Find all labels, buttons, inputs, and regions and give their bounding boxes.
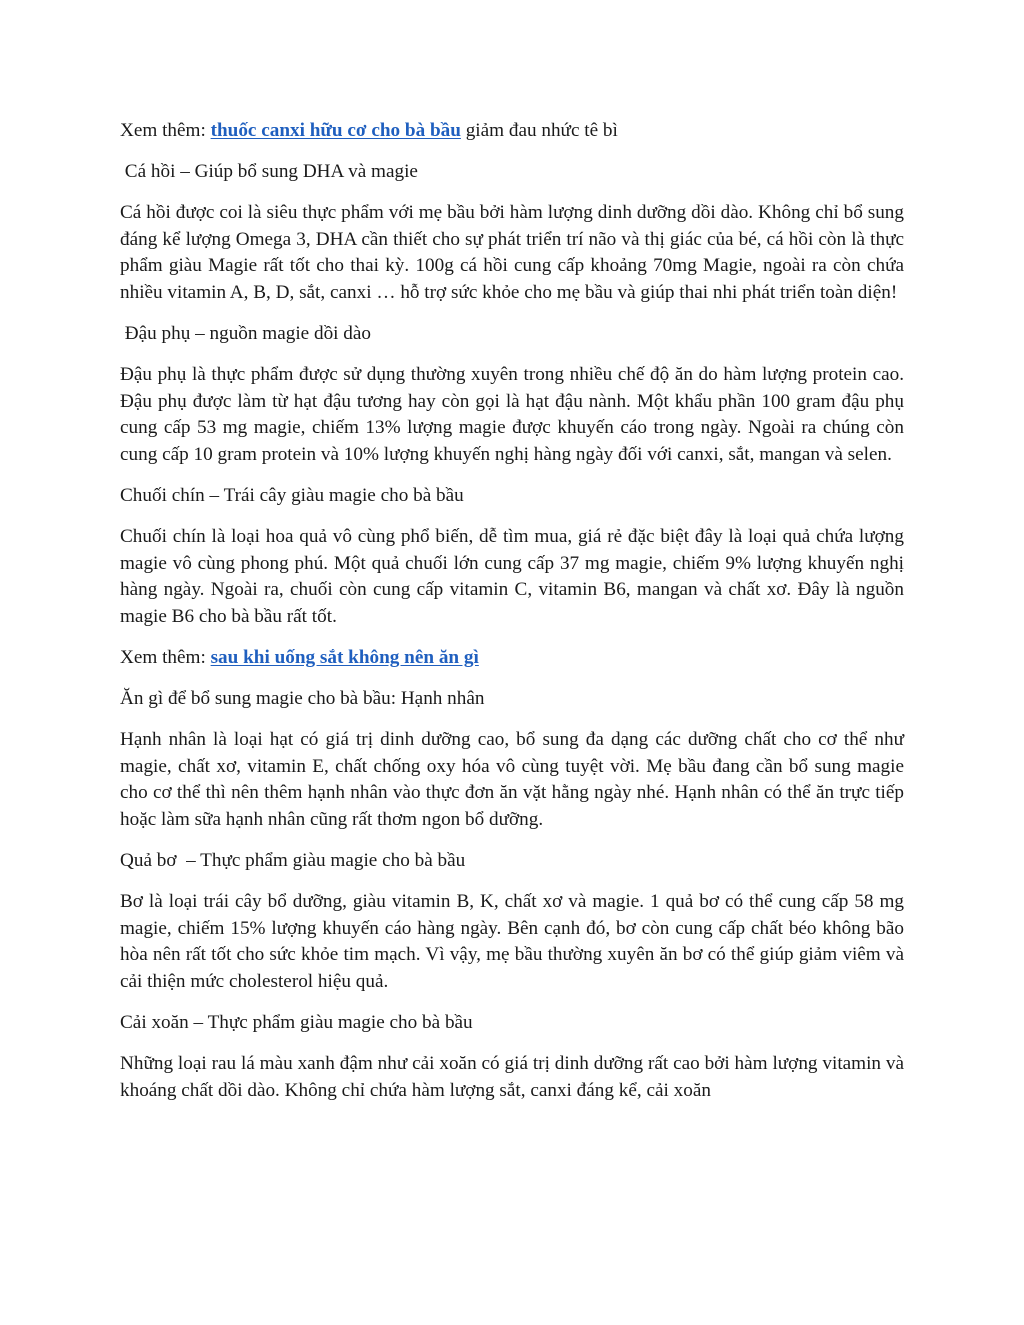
paragraph-banana: Chuối chín là loại hoa quả vô cùng phổ biến, dễ tìm mua, giá rẻ đặc biệt đây là loại quả chứa lượng magie vô cùng phong phú. Một quả chuối lớn cung cấp 37 mg magie, chiếm 9% lượng khuyến nghị hàng ngày. Ngoài ra, chuối còn cung cấp vitamin C, vitamin B6, mangan và chất xơ. Đây là nguồn magie B6 cho bà bầu rất tốt. [120,526,904,627]
heading-almond: Ăn gì để bổ sung magie cho bà bầu: Hạnh nhân [120,688,485,710]
paragraph-tofu: Đậu phụ là thực phẩm được sử dụng thường xuyên trong nhiều chế độ ăn do hàm lượng protein cao. Đậu phụ được làm từ hạt đậu tương hay còn gọi là hạt đậu nành. Một khẩu phần 100 gram đậu phụ cung cấp 53 mg magie, chiếm 13% lượng magie được khuyến cáo trong ngày. Ngoài ra chúng còn cung cấp 10 gram protein và 10% lượng khuyến nghị hàng ngày đối với canxi, sắt, mangan và selen. [120,364,904,465]
document-page [120,118,904,1119]
paragraph-almond: Hạnh nhân là loại hạt có giá trị dinh dưỡng cao, bổ sung đa dạng các dưỡng chất cho cơ thể như magie, chất xơ, vitamin E, chất chống oxy hóa vô cùng tuyệt vời. Mẹ bầu đang cần bổ sung magie cho cơ thể thì nên thêm hạnh nhân vào thực đơn ăn vặt hằng ngày nhé. Hạnh nhân có thể ăn trực tiếp hoặc làm sữa hạnh nhân cũng rất thơm ngon bổ dưỡng. [120,729,904,830]
link-calcium-for-pregnant[interactable]: thuốc canxi hữu cơ cho bà bầu [210,120,461,141]
see-also-line-2 [120,645,904,672]
paragraph-avocado: Bơ là loại trái cây bổ dưỡng, giàu vitamin B, K, chất xơ và magie. 1 quả bơ có thể cung cấp 58 mg magie, chiếm 15% lượng khuyến cáo hàng ngày. Bên cạnh đó, bơ còn cung cấp chất béo không bão hòa nên rất tốt cho sức khỏe tim mạch. Vì vậy, mẹ bầu thường xuyên ăn bơ có thể giúp giảm viêm và cải thiện mức cholesterol hiệu quả. [120,891,904,992]
heading-banana: Chuối chín – Trái cây giàu magie cho bà bầu [120,485,464,507]
see-also-prefix: Xem thêm: [120,120,211,141]
heading-kale: Cải xoăn – Thực phẩm giàu magie cho bà bầu [120,1012,473,1034]
link-after-iron[interactable]: sau khi uống sắt không nên ăn gì [210,647,479,668]
see-also-suffix: giảm đau nhức tê bì [460,120,618,141]
paragraph-salmon: Cá hồi được coi là siêu thực phẩm với mẹ bầu bởi hàm lượng dinh dưỡng dồi dào. Không chỉ bổ sung đáng kể lượng Omega 3, DHA cần thiết cho sự phát triển trí não và thị giác của bé, cá hồi còn là thực phẩm giàu Magie rất tốt cho thai kỳ. 100g cá hồi cung cấp khoảng 70mg Magie, ngoài ra còn chứa nhiều vitamin A, B, D, sắt, canxi … hỗ trợ sức khỏe cho mẹ bầu và giúp thai nhi phát triển toàn diện! [120,202,904,303]
see-also-prefix: Xem thêm: [120,647,211,668]
heading-salmon: Cá hồi – Giúp bổ sung DHA và magie [124,161,418,183]
heading-avocado: Quả bơ – Thực phẩm giàu magie cho bà bầu [120,850,466,872]
see-also-line-1 [120,118,904,145]
heading-tofu: Đậu phụ – nguồn magie dồi dào [124,323,371,345]
paragraph-kale: Những loại rau lá màu xanh đậm như cải xoăn có giá trị dinh dưỡng rất cao bởi hàm lượng vitamin và khoáng chất dồi dào. Không chỉ chứa hàm lượng sắt, canxi đáng kể, cải xoăn [120,1053,904,1101]
